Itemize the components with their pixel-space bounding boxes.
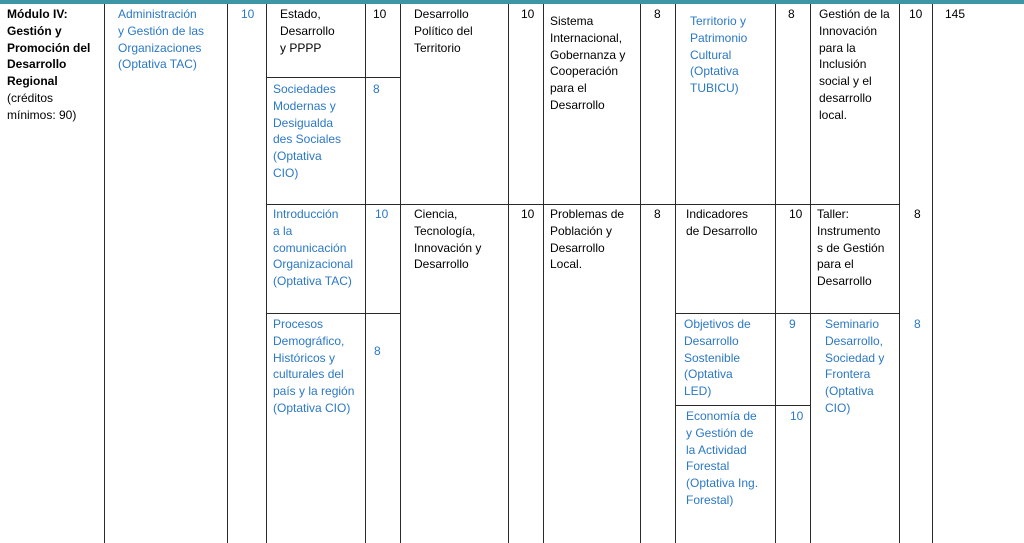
course-credits: 10: [521, 7, 535, 21]
course-credits: 8: [373, 82, 380, 96]
course-name[interactable]: Objetivos de Desarrollo Sostenible (Optativa LED): [684, 317, 751, 399]
course-name[interactable]: Procesos Demográfico, Históricos y culturales del país y la región (Optativa CIO): [273, 317, 355, 415]
course-credits: 8: [654, 207, 661, 221]
course-name: Ciencia, Tecnología, Innovación y Desarrollo: [414, 207, 482, 272]
course-credits: 8: [914, 317, 921, 331]
course-name[interactable]: Introducción a la comunicación Organizacional (Optativa TAC): [273, 207, 354, 289]
course-name: Taller: Instrumento s de Gestión para el Desarrollo: [817, 207, 885, 289]
module-title: Módulo IV: Gestión y Promoción del Desarrollo Regional: [7, 7, 91, 89]
course-credits: 9: [789, 317, 796, 331]
course-credits: 8: [914, 207, 921, 221]
course-credits: 10: [375, 207, 389, 221]
course-credits: 10: [521, 207, 535, 221]
course-credits: 10: [909, 7, 923, 21]
course-name[interactable]: Seminario Desarrollo, Sociedad y Frontera (Optativa CIO): [825, 317, 885, 415]
course-name: Estado, Desarrollo y PPPP: [280, 7, 335, 55]
table-top-border: [0, 0, 1024, 4]
course-name: Desarrollo Político del Territorio: [414, 7, 473, 55]
course-credits: 10: [790, 409, 804, 423]
module-total-credits: 145: [945, 7, 966, 21]
module-credits-note: (créditos mínimos: 90): [7, 91, 77, 122]
course-name[interactable]: Economía de y Gestión de la Actividad Forestal (Optativa Ing. Forestal): [686, 409, 759, 507]
course-name[interactable]: Territorio y Patrimonio Cultural (Optativa TUBICU): [690, 14, 748, 96]
course-name[interactable]: Administración y Gestión de las Organizaciones (Optativa TAC): [118, 7, 205, 72]
course-credits: 8: [654, 7, 661, 21]
course-name: Indicadores de Desarrollo: [686, 207, 758, 238]
course-name: Gestión de la Innovación para la Inclusión social y el desarrollo local.: [819, 7, 890, 122]
course-credits: 10: [789, 207, 803, 221]
course-credits: 10: [373, 7, 387, 21]
course-credits: 10: [241, 7, 255, 21]
course-credits: 8: [788, 7, 795, 21]
course-name: Problemas de Población y Desarrollo Local.: [550, 207, 625, 272]
course-name: Sistema Internacional, Gobernanza y Cooperación para el Desarrollo: [550, 14, 626, 112]
course-name[interactable]: Sociedades Modernas y Desigualda des Sociales (Optativa CIO): [273, 82, 342, 180]
course-credits: 8: [374, 344, 381, 358]
